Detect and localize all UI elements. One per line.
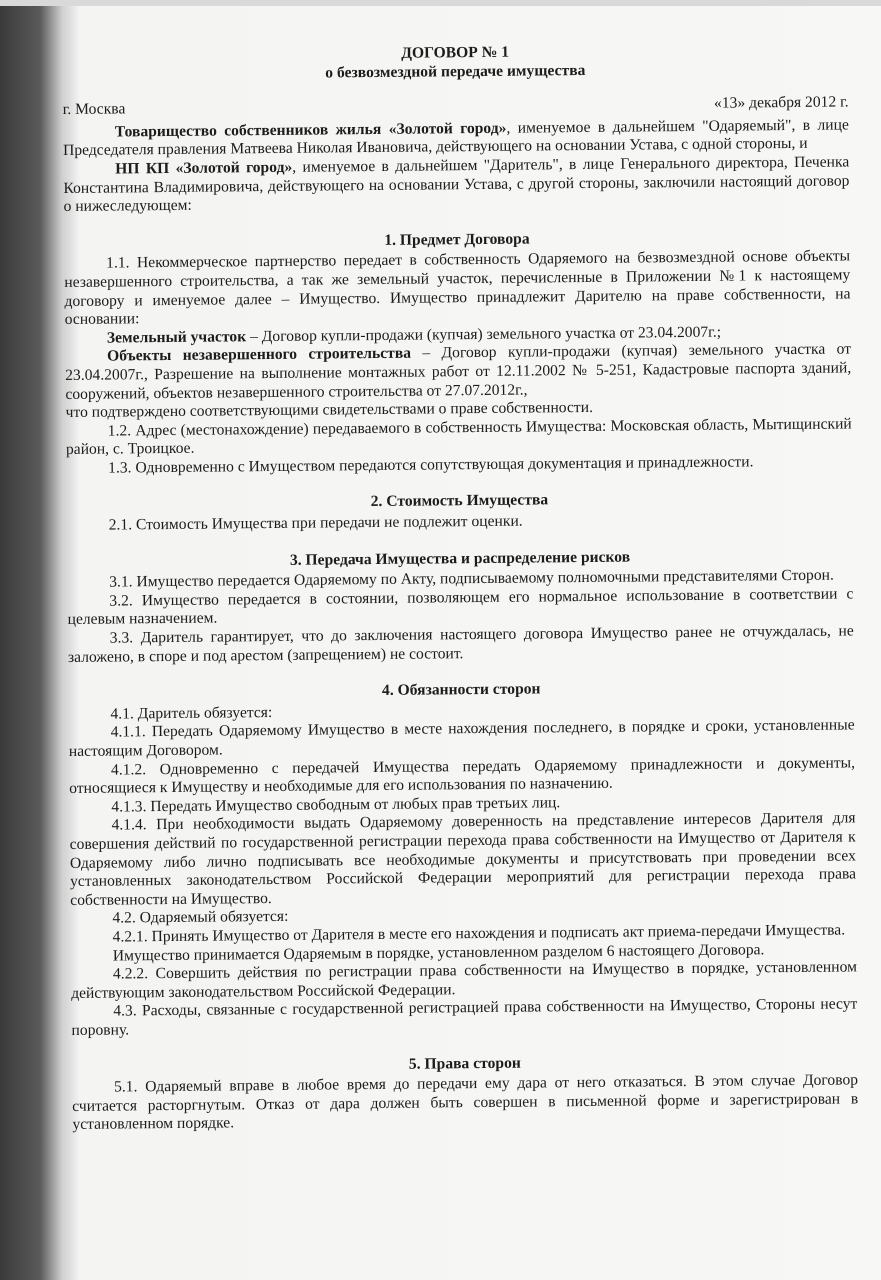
clause-1-1: 1.1. Некоммерческое партнерство передает в собственность Одаряемого на безвозмездной основе объекты незавершенного строительства, а так же земельный участок, перечисленные в Приложении №1 к настоящему договору и именуемое далее – Имущество. Имущество принадлежит Дарителю на праве собственности, на основании: bbox=[64, 247, 851, 329]
preamble-party2 bbox=[63, 153, 849, 216]
document-body bbox=[62, 32, 858, 1134]
clause-4-1-4: 4.1.4. При необходимости выдать Одаряемому доверенность на представление интересов Дарителя для совершения действий по государственной регистрации перехода права собственности на Имущество от Дарителя к Одаряемому либо лично подписывать все необходимые документы и присутствовать при проведении всех установленных законодательством Российской Федерации мероприятий для регистрации перехода права собственности на Имущество. bbox=[69, 809, 857, 909]
clause-4-2-2: 4.2.2. Совершить действия по регистрации права собственности на Имущество в порядке, установленном действующим законодательством Российской Федерации. bbox=[71, 958, 858, 1002]
land-plot-label: Земельный участок bbox=[106, 327, 247, 347]
land-plot-text: – Договор купли-продажи (купчая) земельного участка от 23.04.2007г.; bbox=[246, 323, 722, 345]
party1-text: , именуемое в дальнейшем "Одаряемый", в лице Председателя правления Матвеева Николая Ивановича, действующего на основании Устава, с одной стороны, и bbox=[62, 116, 849, 160]
clause-4-1-3: 4.1.3. Передать Имущество свободным от любых прав третьих лиц. bbox=[111, 794, 561, 816]
party1-name: Товарищество собственников жилья «Золотой город» bbox=[114, 119, 507, 141]
clause-3-2: 3.2. Имущество передается в состоянии, позволяющем его нормальное использование в соответствии с целевым назначением. bbox=[67, 585, 854, 629]
objects-line bbox=[65, 341, 851, 404]
document-sheet bbox=[62, 40, 862, 1270]
clause-3-3: 3.3. Даритель гарантирует, что до заключения настоящего договора Имущество ранее не отчуждалась, не заложено, в споре и под арестом (запрещением) не состоит. bbox=[67, 622, 854, 666]
objects-text: – Договор купли-продажи (купчая) земельного участка от 23.04.2007г., Разрешение на выполнение монтажных работ от 12.11.2002 № 5-251, Кадастровые паспорта зданий, сооружений, объектов незавершенного строительства от 27.07.2012г., bbox=[65, 340, 852, 403]
place-date-line bbox=[63, 94, 849, 120]
clause-4-1-2: 4.1.2. Одновременно с передачей Имущества передать Одаряемому принадлежности и документы, относящиеся к Имуществу и необходимые для его использования по назначению. bbox=[69, 754, 856, 798]
clause-4-2-1: 4.2.1. Принять Имущество от Дарителя в месте его нахождения и подписать акт приема-передачи Имущества. bbox=[112, 921, 846, 946]
contract-date: «13» декабря 2012 г. bbox=[713, 93, 849, 112]
clause-4-2: 4.2. Одаряемый обязуется: bbox=[112, 908, 289, 927]
clause-4-1: 4.1. Даритель обязуется: bbox=[110, 703, 273, 723]
party2-text: , именуемое в дальнейшем "Даритель", в лице Генерального директора, Печенка Константина Владимировича, действующего на основании Устава, с другой стороны, заключили настоящий договор о нижеследующем: bbox=[63, 153, 850, 216]
clause-4-1-1: 4.1.1. Передать Одаряемому Имущество в месте нахождения последнего, в порядке и сроки, установленные настоящим Договором. bbox=[68, 716, 855, 760]
scan-top-edge bbox=[0, 0, 881, 6]
confirmed-line: что подтверждено соответствующими свидетельствами о праве собственности. bbox=[65, 399, 594, 422]
clause-2-1: 2.1. Стоимость Имущества при передачи не подлежит оценки. bbox=[108, 512, 523, 534]
clause-4-3: 4.3. Расходы, связанные с государственной регистрацией права собственности на Имущество, Стороны несут поровну. bbox=[71, 995, 858, 1039]
city: г. Москва bbox=[62, 100, 126, 119]
clause-5-1: 5.1. Одаряемый вправе в любое время до передачи ему дара от него отказаться. В этом случае Договор считается расторгнутым. Отказ от дара должен быть совершен в письменной форме и зарегистрирован в установленном порядке. bbox=[72, 1071, 859, 1134]
clause-4-2-1-note: Имущество принимается Одаряемым в порядке, установленном разделом 6 настоящего Договора. bbox=[112, 940, 765, 965]
document-title: ДОГОВОР № 1 bbox=[401, 43, 510, 62]
section-3-title: 3. Передача Имущества и распределение рисков bbox=[289, 548, 631, 569]
clause-1-2: 1.2. Адрес (местонахождение) передаваемого в собственность Имущества: Московская область, Мытищинский район, с. Троицкое. bbox=[65, 415, 852, 459]
section-4-title: 4. Обязанности сторон bbox=[381, 680, 541, 700]
objects-label: Объекты незавершенного строительства bbox=[106, 344, 412, 365]
section-1-title: 1. Предмет Договора bbox=[384, 230, 530, 249]
party2-name: НП КП «Золотой город» bbox=[115, 158, 293, 178]
section-2-title: 2. Стоимость Имущества bbox=[370, 491, 549, 511]
section-5-title: 5. Права сторон bbox=[408, 1054, 521, 1073]
clause-3-1: 3.1. Имущество передается Одаряемому по Акту, подписываемому полномочными представителями Сторон. bbox=[109, 566, 834, 591]
clause-1-3: 1.3. Одновременно с Имуществом передаются сопутствующая документация и принадлежности. bbox=[108, 453, 754, 477]
document-subtitle: о безвозмездной передаче имущества bbox=[325, 61, 586, 82]
